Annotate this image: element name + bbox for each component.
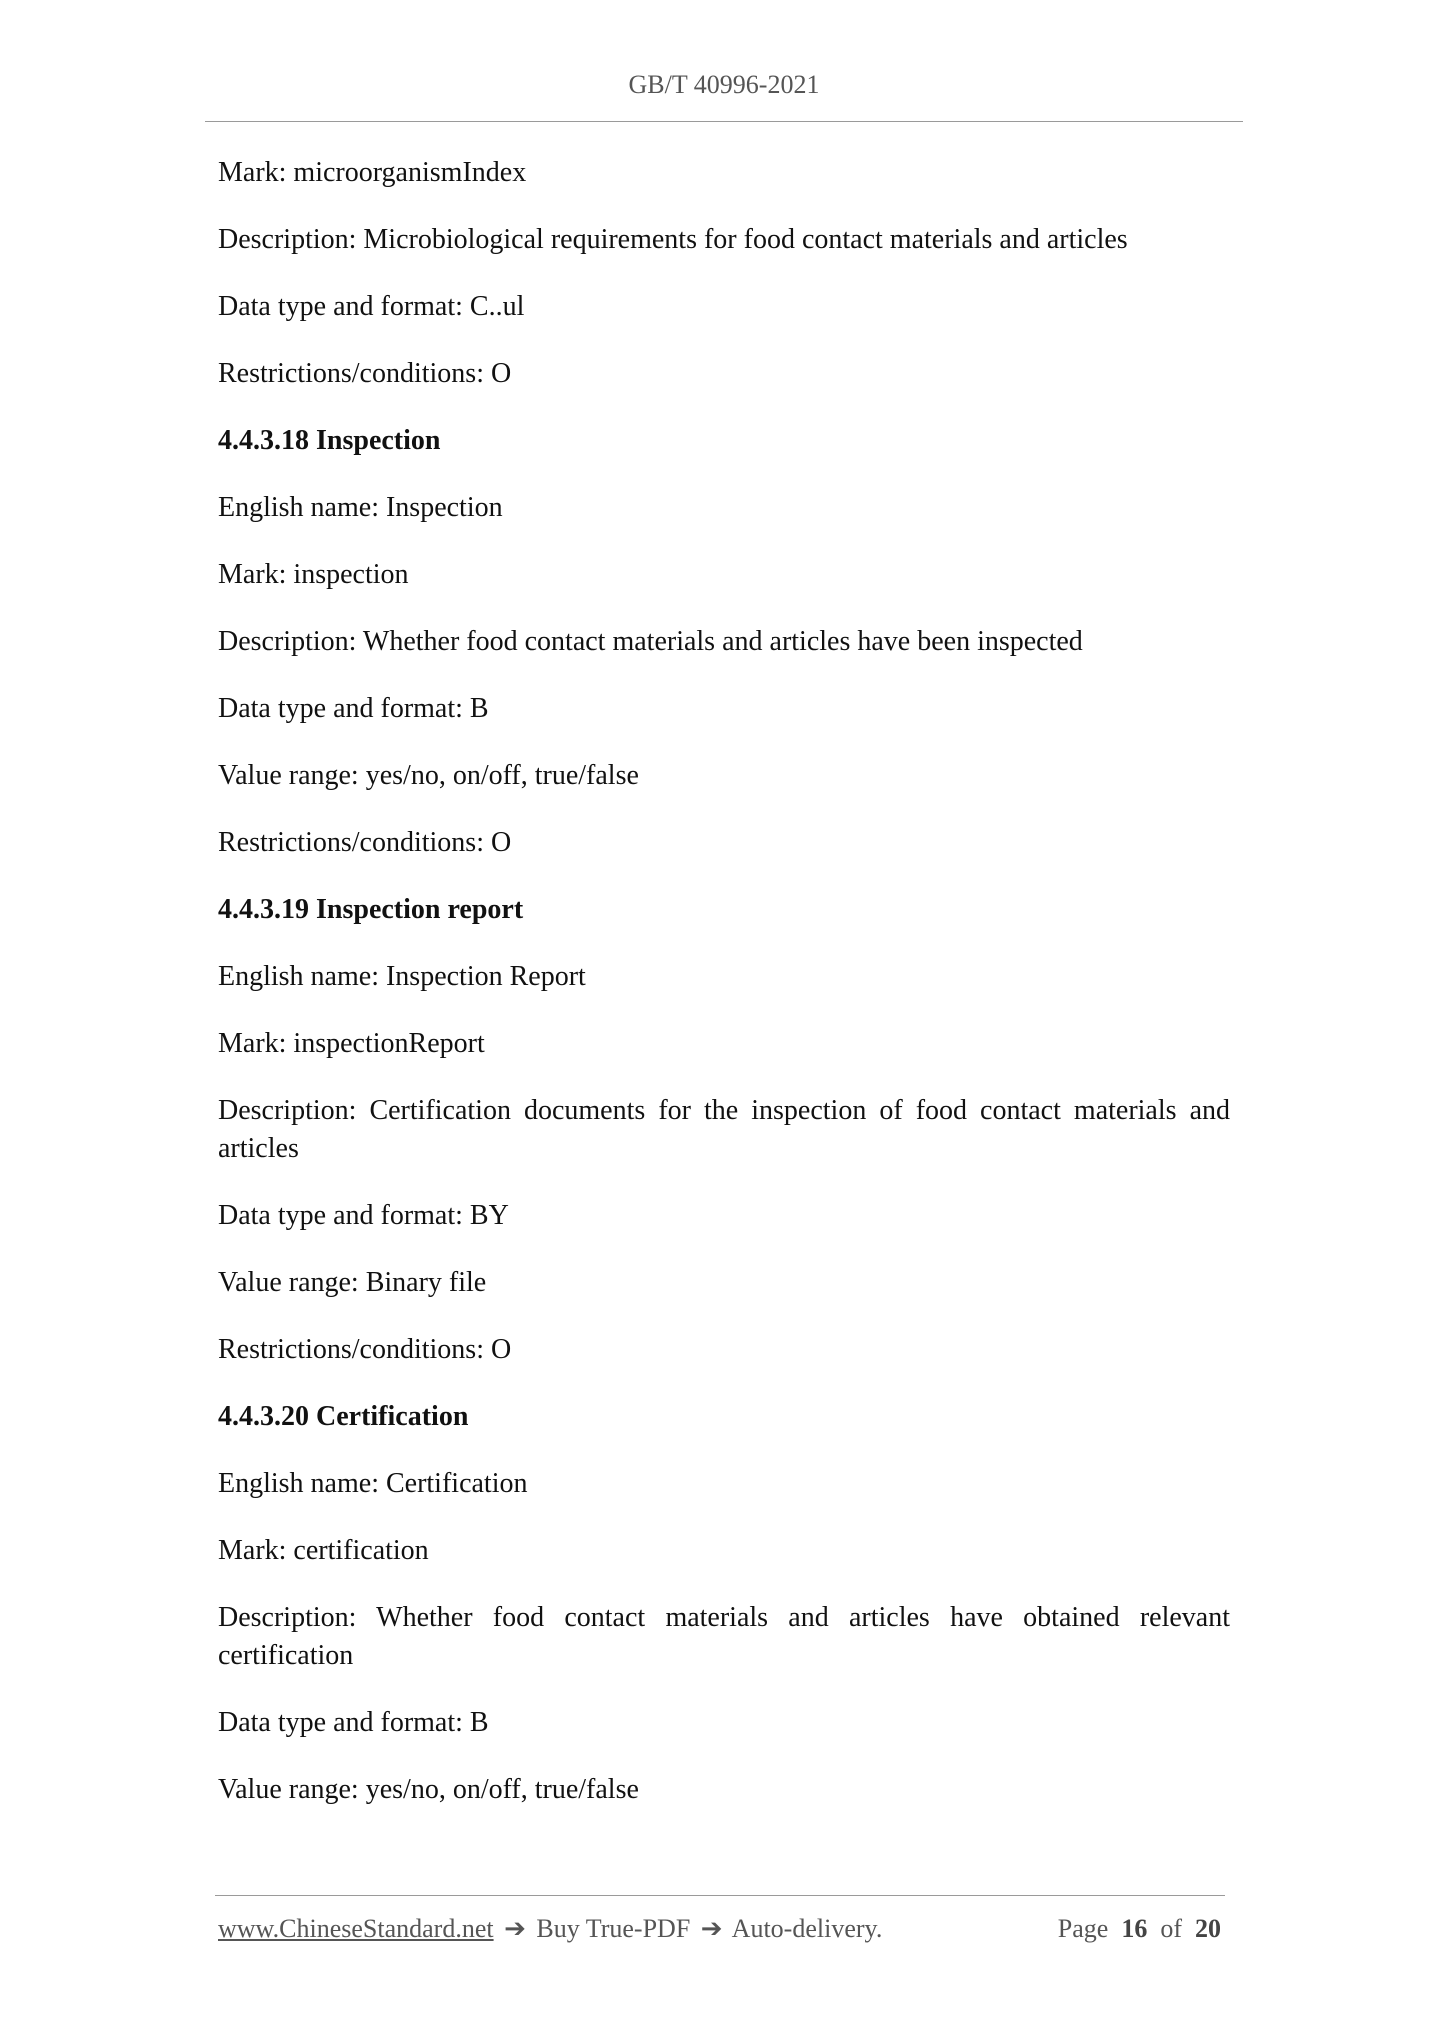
body-paragraph: Data type and format: BY <box>218 1200 509 1231</box>
body-paragraph: Description: Whether food contact materials and articles have obtained relevant certification <box>218 1602 1230 1671</box>
footer-promo <box>218 1914 882 1944</box>
body-paragraph: English name: Certification <box>218 1468 528 1499</box>
page-label: Page <box>1057 1914 1109 1943</box>
footer-divider <box>215 1895 1225 1896</box>
body-paragraph: English name: Inspection <box>218 492 503 523</box>
auto-delivery-text: Auto-delivery. <box>731 1914 883 1943</box>
body-paragraph: Description: Certification documents for the inspection of food contact materials and articles <box>218 1095 1230 1164</box>
body-paragraph: Restrictions/conditions: O <box>218 827 512 858</box>
body-paragraph: Description: Whether food contact materials and articles have been inspected <box>218 626 1083 657</box>
buy-true-pdf-text: Buy True-PDF <box>536 1914 691 1943</box>
arrow-right-icon: ➔ <box>504 1914 526 1943</box>
arrow-right-icon: ➔ <box>700 1914 723 1943</box>
body-paragraph: Mark: certification <box>218 1535 429 1566</box>
section-heading: 4.4.3.19 Inspection report <box>218 894 524 925</box>
section-heading: 4.4.3.18 Inspection <box>218 425 441 456</box>
page-current: 16 <box>1121 1914 1148 1943</box>
page-number <box>1058 1914 1221 1944</box>
body-paragraph: Value range: yes/no, on/off, true/false <box>218 760 639 791</box>
body-paragraph: Mark: microorganismIndex <box>218 157 527 188</box>
document-id-header: GB/T 40996-2021 <box>628 70 820 99</box>
header-divider <box>205 121 1243 122</box>
document-body <box>218 154 1230 1838</box>
section-heading: 4.4.3.20 Certification <box>218 1401 469 1432</box>
body-paragraph: English name: Inspection Report <box>218 961 586 992</box>
body-paragraph: Restrictions/conditions: O <box>218 358 512 389</box>
of-label: of <box>1160 1914 1182 1943</box>
body-paragraph: Mark: inspection <box>218 559 409 590</box>
body-paragraph: Description: Microbiological requirements for food contact materials and articles <box>218 224 1128 255</box>
body-paragraph: Data type and format: B <box>218 1707 489 1738</box>
body-paragraph: Data type and format: C..ul <box>218 291 525 322</box>
page-total: 20 <box>1195 1914 1221 1943</box>
body-paragraph: Value range: Binary file <box>218 1267 487 1298</box>
website-link[interactable]: www.ChineseStandard.net <box>218 1914 494 1943</box>
body-paragraph: Data type and format: B <box>218 693 489 724</box>
body-paragraph: Mark: inspectionReport <box>218 1028 485 1059</box>
body-paragraph: Restrictions/conditions: O <box>218 1334 512 1365</box>
body-paragraph: Value range: yes/no, on/off, true/false <box>218 1774 639 1805</box>
